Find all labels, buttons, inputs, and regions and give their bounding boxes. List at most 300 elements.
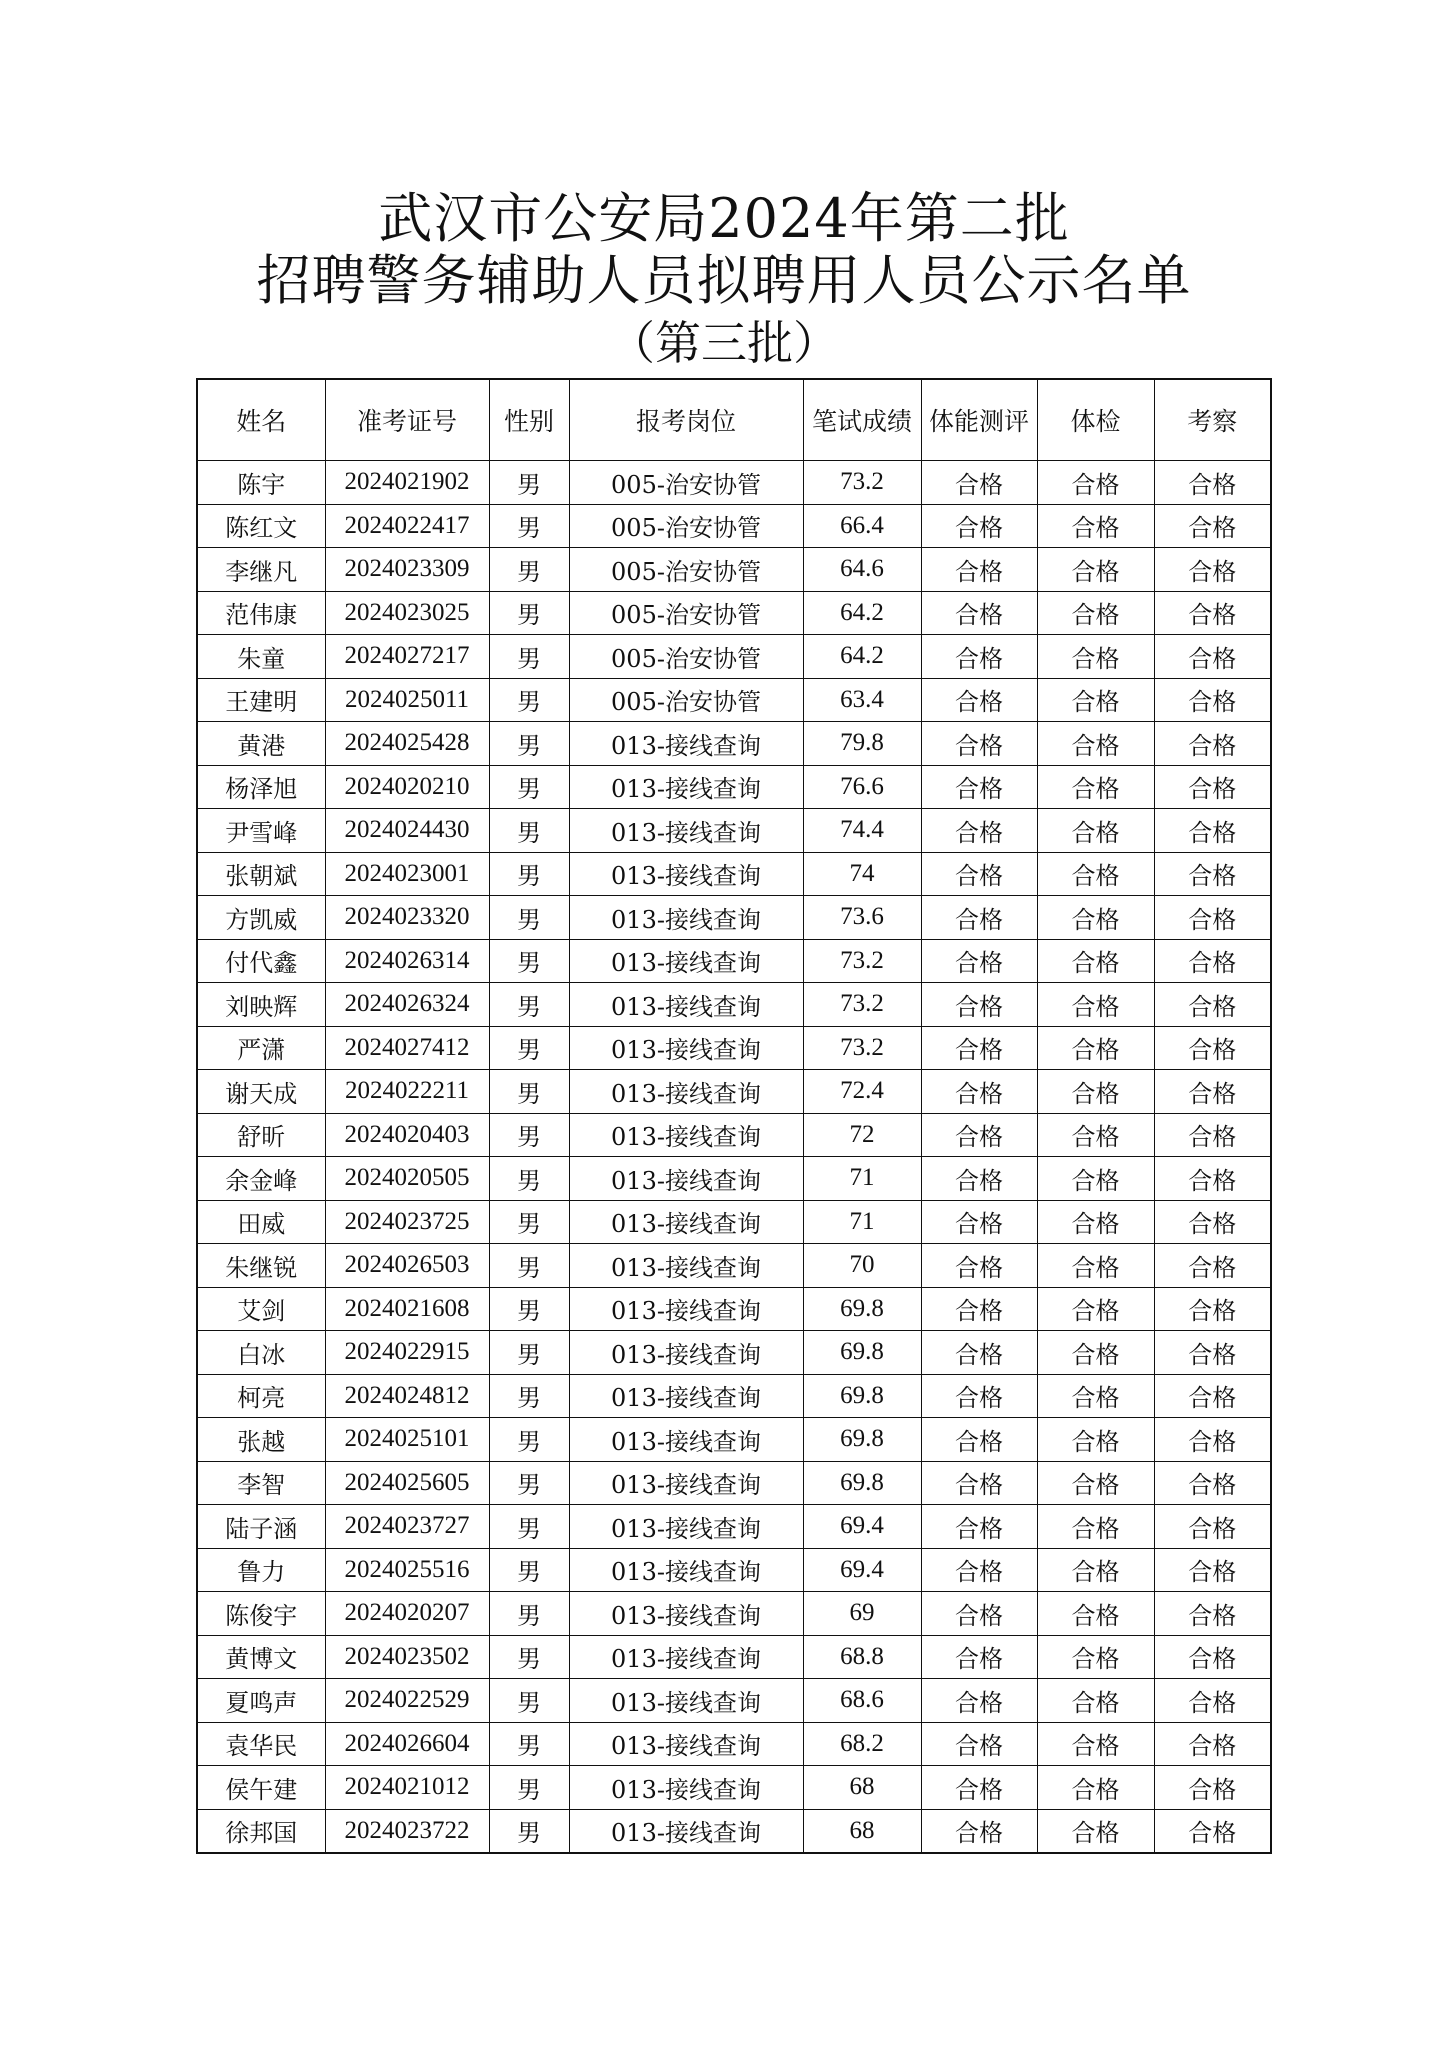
cell-review: 合格	[1154, 1331, 1271, 1375]
cell-name: 方凯威	[197, 896, 325, 940]
cell-review: 合格	[1154, 548, 1271, 592]
table-row	[197, 1331, 1271, 1375]
cell-position: 013-接线查询	[569, 1287, 803, 1331]
cell-medical: 合格	[1037, 504, 1154, 548]
cell-fitness: 合格	[921, 939, 1037, 983]
cell-gender: 男	[489, 1766, 569, 1810]
cell-exam-id: 2024025605	[325, 1461, 489, 1505]
cell-gender: 男	[489, 548, 569, 592]
table-row	[197, 1026, 1271, 1070]
cell-fitness: 合格	[921, 1244, 1037, 1288]
cell-position: 005-治安协管	[569, 461, 803, 505]
table-row	[197, 504, 1271, 548]
title-line-3: （第三批）	[609, 316, 839, 370]
table-row	[197, 635, 1271, 679]
cell-fitness: 合格	[921, 1635, 1037, 1679]
cell-medical: 合格	[1037, 939, 1154, 983]
cell-gender: 男	[489, 1287, 569, 1331]
cell-exam-id: 2024026503	[325, 1244, 489, 1288]
cell-fitness: 合格	[921, 461, 1037, 505]
document-title	[0, 188, 1448, 372]
cell-written-score: 69.8	[803, 1461, 921, 1505]
cell-medical: 合格	[1037, 852, 1154, 896]
cell-gender: 男	[489, 1722, 569, 1766]
cell-position: 013-接线查询	[569, 1679, 803, 1723]
cell-gender: 男	[489, 635, 569, 679]
cell-name: 朱继锐	[197, 1244, 325, 1288]
cell-name: 柯亮	[197, 1374, 325, 1418]
cell-review: 合格	[1154, 1026, 1271, 1070]
cell-review: 合格	[1154, 1505, 1271, 1549]
cell-written-score: 73.2	[803, 461, 921, 505]
cell-position: 013-接线查询	[569, 1722, 803, 1766]
table-row	[197, 722, 1271, 766]
cell-exam-id: 2024023725	[325, 1200, 489, 1244]
cell-fitness: 合格	[921, 1548, 1037, 1592]
cell-review: 合格	[1154, 1722, 1271, 1766]
cell-position: 013-接线查询	[569, 1331, 803, 1375]
cell-name: 艾剑	[197, 1287, 325, 1331]
cell-name: 陈俊宇	[197, 1592, 325, 1636]
title-line-1: 武汉市公安局2024年第二批	[378, 187, 1070, 250]
cell-fitness: 合格	[921, 548, 1037, 592]
cell-written-score: 69	[803, 1592, 921, 1636]
cell-review: 合格	[1154, 1244, 1271, 1288]
cell-fitness: 合格	[921, 635, 1037, 679]
cell-medical: 合格	[1037, 678, 1154, 722]
cell-exam-id: 2024022915	[325, 1331, 489, 1375]
cell-exam-id: 2024020207	[325, 1592, 489, 1636]
cell-name: 谢天成	[197, 1070, 325, 1114]
cell-position: 013-接线查询	[569, 896, 803, 940]
cell-gender: 男	[489, 983, 569, 1027]
cell-review: 合格	[1154, 1070, 1271, 1114]
cell-medical: 合格	[1037, 1244, 1154, 1288]
cell-gender: 男	[489, 1592, 569, 1636]
cell-written-score: 68.2	[803, 1722, 921, 1766]
cell-gender: 男	[489, 939, 569, 983]
cell-position: 005-治安协管	[569, 635, 803, 679]
cell-written-score: 73.2	[803, 983, 921, 1027]
candidate-table	[196, 378, 1272, 1854]
cell-written-score: 69.8	[803, 1331, 921, 1375]
cell-gender: 男	[489, 1635, 569, 1679]
table-row	[197, 809, 1271, 853]
cell-medical: 合格	[1037, 1287, 1154, 1331]
header-exam-id: 准考证号	[325, 379, 489, 461]
cell-written-score: 69.4	[803, 1548, 921, 1592]
cell-fitness: 合格	[921, 1418, 1037, 1462]
cell-review: 合格	[1154, 504, 1271, 548]
cell-written-score: 69.4	[803, 1505, 921, 1549]
cell-gender: 男	[489, 1200, 569, 1244]
cell-written-score: 71	[803, 1200, 921, 1244]
cell-exam-id: 2024021012	[325, 1766, 489, 1810]
cell-fitness: 合格	[921, 852, 1037, 896]
cell-gender: 男	[489, 1679, 569, 1723]
table-row	[197, 548, 1271, 592]
cell-fitness: 合格	[921, 1374, 1037, 1418]
table-row	[197, 1113, 1271, 1157]
cell-gender: 男	[489, 1157, 569, 1201]
cell-medical: 合格	[1037, 1809, 1154, 1853]
cell-review: 合格	[1154, 1374, 1271, 1418]
cell-position: 005-治安协管	[569, 591, 803, 635]
cell-gender: 男	[489, 504, 569, 548]
cell-position: 013-接线查询	[569, 809, 803, 853]
cell-written-score: 64.2	[803, 591, 921, 635]
cell-written-score: 76.6	[803, 765, 921, 809]
cell-written-score: 73.2	[803, 1026, 921, 1070]
cell-medical: 合格	[1037, 765, 1154, 809]
cell-review: 合格	[1154, 1418, 1271, 1462]
cell-name: 张朝斌	[197, 852, 325, 896]
cell-fitness: 合格	[921, 1070, 1037, 1114]
cell-position: 013-接线查询	[569, 1418, 803, 1462]
cell-position: 013-接线查询	[569, 1461, 803, 1505]
cell-gender: 男	[489, 1331, 569, 1375]
cell-name: 朱童	[197, 635, 325, 679]
cell-exam-id: 2024025011	[325, 678, 489, 722]
cell-review: 合格	[1154, 635, 1271, 679]
cell-position: 013-接线查询	[569, 1374, 803, 1418]
cell-review: 合格	[1154, 591, 1271, 635]
cell-fitness: 合格	[921, 504, 1037, 548]
cell-review: 合格	[1154, 461, 1271, 505]
cell-written-score: 69.8	[803, 1418, 921, 1462]
cell-exam-id: 2024023309	[325, 548, 489, 592]
cell-name: 陈宇	[197, 461, 325, 505]
cell-exam-id: 2024024812	[325, 1374, 489, 1418]
cell-fitness: 合格	[921, 678, 1037, 722]
cell-review: 合格	[1154, 809, 1271, 853]
cell-name: 舒昕	[197, 1113, 325, 1157]
cell-exam-id: 2024022529	[325, 1679, 489, 1723]
cell-exam-id: 2024023320	[325, 896, 489, 940]
cell-gender: 男	[489, 896, 569, 940]
cell-position: 013-接线查询	[569, 722, 803, 766]
cell-medical: 合格	[1037, 1548, 1154, 1592]
table-row	[197, 1244, 1271, 1288]
cell-medical: 合格	[1037, 1592, 1154, 1636]
cell-written-score: 74	[803, 852, 921, 896]
cell-review: 合格	[1154, 1157, 1271, 1201]
cell-fitness: 合格	[921, 1200, 1037, 1244]
header-position: 报考岗位	[569, 379, 803, 461]
cell-position: 013-接线查询	[569, 1505, 803, 1549]
cell-position: 013-接线查询	[569, 1766, 803, 1810]
cell-written-score: 64.2	[803, 635, 921, 679]
cell-medical: 合格	[1037, 896, 1154, 940]
cell-exam-id: 2024023727	[325, 1505, 489, 1549]
table-row	[197, 1766, 1271, 1810]
cell-written-score: 64.6	[803, 548, 921, 592]
cell-written-score: 74.4	[803, 809, 921, 853]
cell-review: 合格	[1154, 1635, 1271, 1679]
table-row	[197, 1635, 1271, 1679]
cell-name: 田威	[197, 1200, 325, 1244]
cell-medical: 合格	[1037, 1200, 1154, 1244]
cell-position: 013-接线查询	[569, 1635, 803, 1679]
cell-medical: 合格	[1037, 1113, 1154, 1157]
cell-medical: 合格	[1037, 1679, 1154, 1723]
cell-written-score: 68	[803, 1809, 921, 1853]
cell-medical: 合格	[1037, 722, 1154, 766]
header-medical: 体检	[1037, 379, 1154, 461]
cell-gender: 男	[489, 678, 569, 722]
cell-gender: 男	[489, 1505, 569, 1549]
cell-review: 合格	[1154, 939, 1271, 983]
cell-written-score: 69.8	[803, 1287, 921, 1331]
cell-review: 合格	[1154, 722, 1271, 766]
cell-fitness: 合格	[921, 591, 1037, 635]
cell-position: 013-接线查询	[569, 983, 803, 1027]
cell-gender: 男	[489, 1461, 569, 1505]
cell-medical: 合格	[1037, 1157, 1154, 1201]
cell-name: 陈红文	[197, 504, 325, 548]
cell-medical: 合格	[1037, 1070, 1154, 1114]
header-review: 考察	[1154, 379, 1271, 461]
header-gender: 性别	[489, 379, 569, 461]
cell-position: 013-接线查询	[569, 1113, 803, 1157]
cell-review: 合格	[1154, 896, 1271, 940]
cell-fitness: 合格	[921, 896, 1037, 940]
cell-name: 严潇	[197, 1026, 325, 1070]
cell-exam-id: 2024023001	[325, 852, 489, 896]
cell-fitness: 合格	[921, 1287, 1037, 1331]
title-line-2: 招聘警务辅助人员拟聘用人员公示名单	[256, 249, 1192, 312]
cell-exam-id: 2024024430	[325, 809, 489, 853]
cell-name: 白冰	[197, 1331, 325, 1375]
cell-exam-id: 2024022417	[325, 504, 489, 548]
cell-gender: 男	[489, 1374, 569, 1418]
cell-medical: 合格	[1037, 1331, 1154, 1375]
cell-review: 合格	[1154, 1200, 1271, 1244]
cell-exam-id: 2024023025	[325, 591, 489, 635]
cell-medical: 合格	[1037, 1418, 1154, 1462]
cell-name: 张越	[197, 1418, 325, 1462]
cell-written-score: 66.4	[803, 504, 921, 548]
table-row	[197, 1722, 1271, 1766]
cell-fitness: 合格	[921, 1331, 1037, 1375]
cell-gender: 男	[489, 1026, 569, 1070]
cell-exam-id: 2024021608	[325, 1287, 489, 1331]
cell-medical: 合格	[1037, 983, 1154, 1027]
cell-position: 013-接线查询	[569, 1548, 803, 1592]
header-name: 姓名	[197, 379, 325, 461]
cell-fitness: 合格	[921, 1766, 1037, 1810]
cell-position: 013-接线查询	[569, 1157, 803, 1201]
table-row	[197, 1548, 1271, 1592]
cell-written-score: 79.8	[803, 722, 921, 766]
cell-fitness: 合格	[921, 1157, 1037, 1201]
table-row	[197, 852, 1271, 896]
cell-fitness: 合格	[921, 1026, 1037, 1070]
cell-review: 合格	[1154, 765, 1271, 809]
table-row	[197, 1461, 1271, 1505]
cell-medical: 合格	[1037, 1461, 1154, 1505]
cell-written-score: 71	[803, 1157, 921, 1201]
cell-gender: 男	[489, 1113, 569, 1157]
cell-fitness: 合格	[921, 1505, 1037, 1549]
cell-medical: 合格	[1037, 461, 1154, 505]
cell-name: 李智	[197, 1461, 325, 1505]
table-row	[197, 1157, 1271, 1201]
cell-position: 005-治安协管	[569, 678, 803, 722]
cell-written-score: 63.4	[803, 678, 921, 722]
table-row	[197, 1809, 1271, 1853]
table-row	[197, 1200, 1271, 1244]
cell-name: 徐邦国	[197, 1809, 325, 1853]
table-row	[197, 1070, 1271, 1114]
table-row	[197, 1287, 1271, 1331]
cell-review: 合格	[1154, 983, 1271, 1027]
cell-exam-id: 2024025428	[325, 722, 489, 766]
cell-written-score: 72	[803, 1113, 921, 1157]
cell-position: 013-接线查询	[569, 1592, 803, 1636]
cell-review: 合格	[1154, 1461, 1271, 1505]
cell-fitness: 合格	[921, 1722, 1037, 1766]
table-row	[197, 983, 1271, 1027]
cell-medical: 合格	[1037, 635, 1154, 679]
cell-review: 合格	[1154, 1548, 1271, 1592]
cell-gender: 男	[489, 852, 569, 896]
cell-name: 余金峰	[197, 1157, 325, 1201]
cell-name: 尹雪峰	[197, 809, 325, 853]
cell-medical: 合格	[1037, 1766, 1154, 1810]
table-row	[197, 1374, 1271, 1418]
cell-medical: 合格	[1037, 1026, 1154, 1070]
table-row	[197, 896, 1271, 940]
cell-position: 013-接线查询	[569, 939, 803, 983]
cell-written-score: 68	[803, 1766, 921, 1810]
cell-medical: 合格	[1037, 1722, 1154, 1766]
cell-gender: 男	[489, 1418, 569, 1462]
cell-written-score: 69.8	[803, 1374, 921, 1418]
cell-gender: 男	[489, 1548, 569, 1592]
cell-medical: 合格	[1037, 1505, 1154, 1549]
cell-written-score: 72.4	[803, 1070, 921, 1114]
cell-exam-id: 2024020403	[325, 1113, 489, 1157]
cell-exam-id: 2024025516	[325, 1548, 489, 1592]
cell-written-score: 68.8	[803, 1635, 921, 1679]
cell-fitness: 合格	[921, 722, 1037, 766]
cell-position: 013-接线查询	[569, 1809, 803, 1853]
table-row	[197, 1592, 1271, 1636]
cell-gender: 男	[489, 722, 569, 766]
cell-fitness: 合格	[921, 765, 1037, 809]
cell-exam-id: 2024025101	[325, 1418, 489, 1462]
cell-gender: 男	[489, 1809, 569, 1853]
cell-gender: 男	[489, 765, 569, 809]
cell-gender: 男	[489, 461, 569, 505]
table-row	[197, 939, 1271, 983]
cell-exam-id: 2024021902	[325, 461, 489, 505]
cell-written-score: 68.6	[803, 1679, 921, 1723]
cell-position: 013-接线查询	[569, 765, 803, 809]
cell-fitness: 合格	[921, 1809, 1037, 1853]
cell-gender: 男	[489, 591, 569, 635]
cell-medical: 合格	[1037, 591, 1154, 635]
table-header-row	[197, 379, 1271, 461]
cell-exam-id: 2024023722	[325, 1809, 489, 1853]
cell-name: 范伟康	[197, 591, 325, 635]
cell-gender: 男	[489, 1244, 569, 1288]
cell-exam-id: 2024020505	[325, 1157, 489, 1201]
cell-exam-id: 2024026604	[325, 1722, 489, 1766]
cell-fitness: 合格	[921, 1461, 1037, 1505]
cell-review: 合格	[1154, 1809, 1271, 1853]
table-body	[197, 461, 1271, 1854]
cell-name: 鲁力	[197, 1548, 325, 1592]
cell-review: 合格	[1154, 1766, 1271, 1810]
cell-name: 侯午建	[197, 1766, 325, 1810]
table-row	[197, 678, 1271, 722]
cell-review: 合格	[1154, 1113, 1271, 1157]
cell-position: 005-治安协管	[569, 504, 803, 548]
cell-medical: 合格	[1037, 1374, 1154, 1418]
cell-name: 黄港	[197, 722, 325, 766]
cell-position: 013-接线查询	[569, 1244, 803, 1288]
cell-position: 013-接线查询	[569, 852, 803, 896]
header-fitness: 体能测评	[921, 379, 1037, 461]
cell-written-score: 73.6	[803, 896, 921, 940]
cell-fitness: 合格	[921, 1113, 1037, 1157]
cell-medical: 合格	[1037, 548, 1154, 592]
cell-name: 李继凡	[197, 548, 325, 592]
header-written-score: 笔试成绩	[803, 379, 921, 461]
cell-exam-id: 2024020210	[325, 765, 489, 809]
cell-exam-id: 2024026314	[325, 939, 489, 983]
cell-review: 合格	[1154, 852, 1271, 896]
table-row	[197, 461, 1271, 505]
cell-medical: 合格	[1037, 809, 1154, 853]
cell-name: 陆子涵	[197, 1505, 325, 1549]
cell-gender: 男	[489, 809, 569, 853]
cell-name: 王建明	[197, 678, 325, 722]
cell-name: 杨泽旭	[197, 765, 325, 809]
cell-name: 夏鸣声	[197, 1679, 325, 1723]
table-row	[197, 765, 1271, 809]
cell-fitness: 合格	[921, 809, 1037, 853]
table-row	[197, 591, 1271, 635]
cell-medical: 合格	[1037, 1635, 1154, 1679]
cell-exam-id: 2024026324	[325, 983, 489, 1027]
cell-name: 刘映辉	[197, 983, 325, 1027]
cell-exam-id: 2024023502	[325, 1635, 489, 1679]
cell-exam-id: 2024022211	[325, 1070, 489, 1114]
cell-fitness: 合格	[921, 983, 1037, 1027]
cell-gender: 男	[489, 1070, 569, 1114]
cell-review: 合格	[1154, 678, 1271, 722]
cell-position: 005-治安协管	[569, 548, 803, 592]
cell-position: 013-接线查询	[569, 1026, 803, 1070]
cell-position: 013-接线查询	[569, 1200, 803, 1244]
cell-position: 013-接线查询	[569, 1070, 803, 1114]
table-row	[197, 1679, 1271, 1723]
cell-written-score: 73.2	[803, 939, 921, 983]
cell-review: 合格	[1154, 1679, 1271, 1723]
table-row	[197, 1418, 1271, 1462]
cell-name: 黄博文	[197, 1635, 325, 1679]
cell-exam-id: 2024027412	[325, 1026, 489, 1070]
cell-review: 合格	[1154, 1592, 1271, 1636]
cell-review: 合格	[1154, 1287, 1271, 1331]
cell-name: 付代鑫	[197, 939, 325, 983]
cell-exam-id: 2024027217	[325, 635, 489, 679]
cell-fitness: 合格	[921, 1679, 1037, 1723]
cell-written-score: 70	[803, 1244, 921, 1288]
